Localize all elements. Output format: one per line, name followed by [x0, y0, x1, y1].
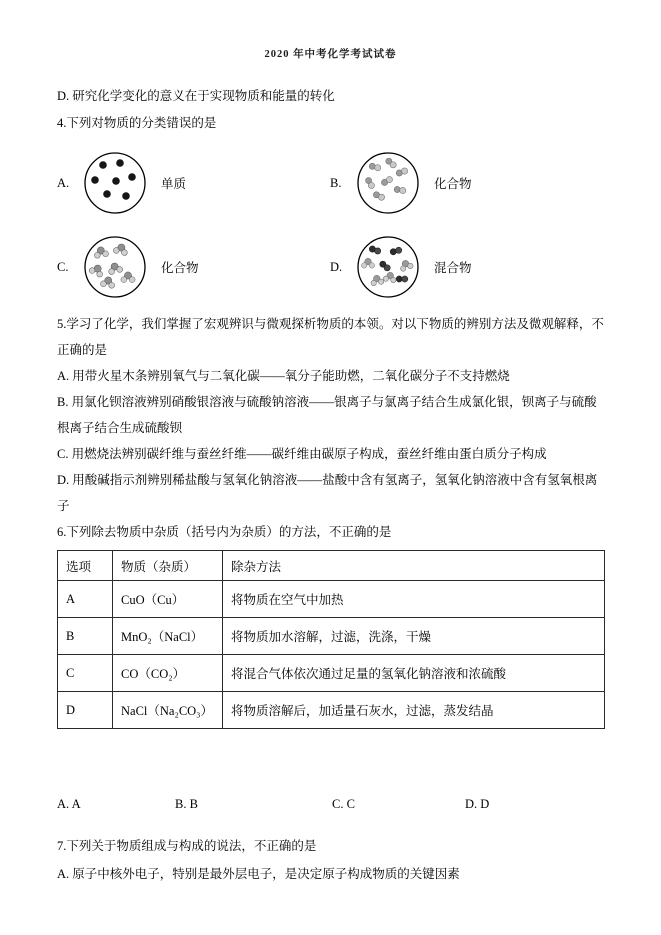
table-cell-method: 将物质在空气中加热 [223, 581, 605, 618]
q4-option-a-label: A. [57, 175, 70, 190]
table-cell-substance: MnO₂（NaCl） [113, 618, 223, 655]
table-header-substance: 物质（杂质） [113, 551, 223, 581]
table-cell-method: 将物质溶解后，加适量石灰水，过滤，蒸发结晶 [223, 692, 605, 729]
table-row [58, 692, 605, 729]
table-cell-option: A [58, 581, 113, 618]
table-cell-method: 将物质加水溶解，过滤，洗涤，干燥 [223, 618, 605, 655]
q6-impurity-table [57, 550, 605, 729]
table-cell-option: C [58, 655, 113, 692]
table-cell-option: D [58, 692, 113, 729]
table-row [58, 618, 605, 655]
q4-option-a [57, 149, 330, 217]
q4-option-b [330, 149, 604, 217]
table-cell-method: 将混合气体依次通过足量的氢氧化钠溶液和浓硫酸 [223, 655, 605, 692]
q4-option-d-label: D. [330, 259, 343, 274]
triatomic-molecules-diagram-icon [83, 235, 147, 299]
q6-answer-b: B. B [175, 797, 198, 811]
table-cell-substance: CuO（Cu） [113, 581, 223, 618]
table-cell-option: B [58, 618, 113, 655]
diatomic-molecules-diagram-icon [356, 151, 420, 215]
table-row [58, 655, 605, 692]
table-row [58, 581, 605, 618]
q7-option-a: A. 原子中核外电子，特别是最外层电子，是决定原子构成物质的关键因素 [57, 867, 460, 881]
q4-stem: 4.下列对物质的分类错误的是 [57, 116, 217, 130]
page-content [0, 61, 661, 888]
q6-answer-options [57, 791, 605, 818]
single-atoms-diagram-icon [83, 151, 147, 215]
q5-option-c: C. 用燃烧法辨别碳纤维与蚕丝纤维——碳纤维由碳原子构成，蚕丝纤维由蛋白质分子构成 [57, 447, 547, 461]
q6-answer-c: C. C [332, 797, 355, 811]
q6-answer-d: D. D [465, 797, 490, 811]
q4-option-b-caption: 化合物 [434, 177, 472, 191]
table-header-method: 除杂方法 [223, 551, 605, 581]
table-cell-substance: NaCl（Na₂CO₃） [113, 692, 223, 729]
q4-option-d [330, 233, 604, 301]
q4-diagrams [57, 149, 605, 301]
q5-option-b: B. 用氯化钡溶液辨别硝酸银溶液与硫酸钠溶液――银离子与氯离子结合生成氯化银，钡离子与硫酸根离子结合生成硫酸钡 [57, 395, 597, 435]
q5 [57, 311, 605, 519]
q6-stem: 6.下列除去物质中杂质（括号内为杂质）的方法，不正确的是 [57, 525, 392, 539]
q4-option-d-caption: 混合物 [434, 261, 472, 275]
q4-option-c-label: C. [57, 259, 69, 274]
q4-option-c-caption: 化合物 [161, 261, 199, 275]
q7-stem: 7.下列关于物质组成与构成的说法，不正确的是 [57, 839, 317, 853]
page-title: 2020 年中考化学考试试卷 [264, 49, 397, 60]
q5-stem: 5.学习了化学，我们掌握了宏观辨识与微观探析物质的本领。对以下物质的辨别方法及微观解释，不正确的是 [57, 317, 604, 357]
table-header-option: 选项 [58, 551, 113, 581]
table-cell-substance: CO（CO₂） [113, 655, 223, 692]
prev-question-option-d: D. 研究化学变化的意义在于实现物质和能量的转化 [57, 89, 335, 103]
q4-option-c [57, 233, 330, 301]
mixed-molecules-diagram-icon [356, 235, 420, 299]
q6-answer-a: A. A [57, 797, 81, 811]
q5-option-d: D. 用酸碱指示剂辨别稀盐酸与氢氧化钠溶液――盐酸中含有氢离子，氢氧化钠溶液中含有氢氧根离子 [57, 473, 598, 513]
q4-option-a-caption: 单质 [161, 177, 187, 191]
table-header-row [58, 551, 605, 581]
q5-option-a: A. 用带火星木条辨别氧气与二氧化碳――氧分子能助燃，二氧化碳分子不支持燃烧 [57, 369, 510, 383]
q4-option-b-label: B. [330, 175, 342, 190]
